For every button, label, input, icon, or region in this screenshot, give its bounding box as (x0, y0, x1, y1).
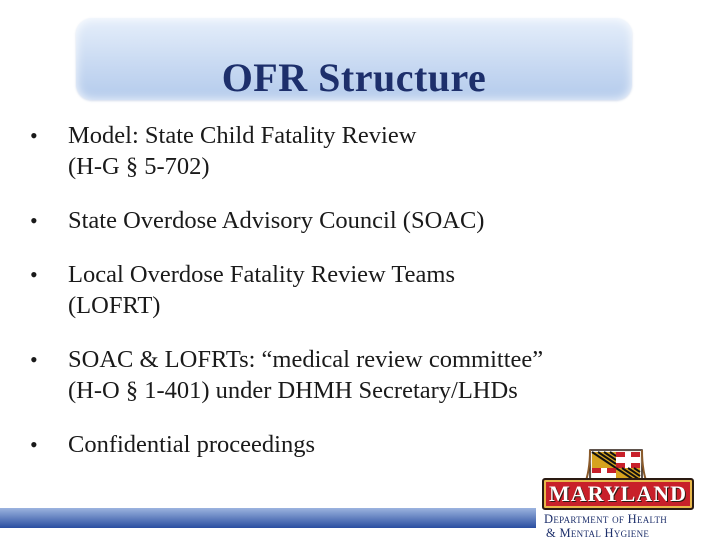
bullet-dot: • (30, 123, 38, 148)
title-banner (76, 18, 632, 100)
bullet-dot: • (30, 432, 38, 457)
maryland-dhmh-logo (536, 446, 696, 540)
bullet-item (30, 259, 680, 321)
dept-name-line1: Department of Health (544, 512, 668, 526)
bullet-dot: • (30, 347, 38, 372)
bullet-item (30, 344, 680, 406)
bullet-dot: • (30, 262, 38, 287)
bullet-item (30, 120, 680, 182)
bullet-text: Confidential proceedings (68, 431, 315, 458)
bullet-text: (H-G § 5-702) (68, 153, 210, 180)
bullet-text: Model: State Child Fatality Review (68, 122, 417, 149)
bullet-list (30, 120, 680, 483)
bullet-text: State Overdose Advisory Council (SOAC) (68, 207, 485, 234)
footer-band (0, 508, 536, 528)
dept-name-line2: & Mental Hygiene (546, 526, 650, 540)
maryland-wordmark: MARYLAND (549, 481, 687, 506)
slide-title: OFR Structure (221, 55, 487, 100)
bullet-text: (LOFRT) (68, 292, 161, 319)
maryland-banner (542, 478, 694, 510)
bullet-text: Local Overdose Fatality Review Teams (68, 261, 455, 288)
bullet-text: (H-O § 1-401) under DHMH Secretary/LHDs (68, 377, 518, 404)
bullet-text: SOAC & LOFRTs: “medical review committee” (68, 346, 544, 373)
bullet-dot: • (30, 208, 38, 233)
bullet-item (30, 205, 680, 236)
